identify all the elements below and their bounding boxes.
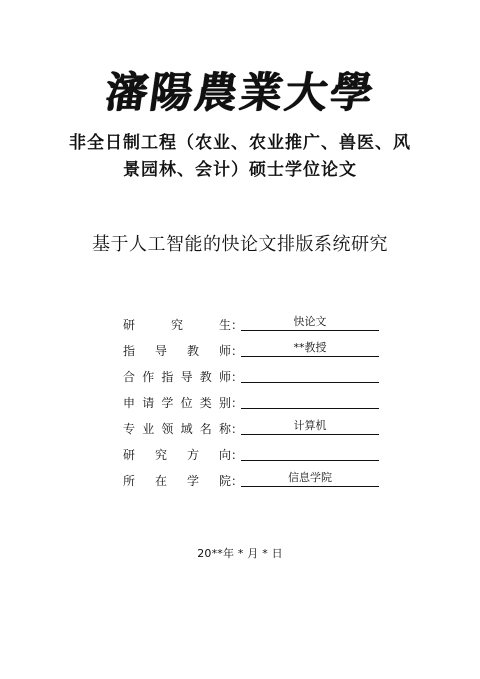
info-label-char: 生 (218, 318, 231, 332)
info-label-char: 名 (199, 422, 212, 436)
info-label-char: 究 (170, 318, 183, 332)
info-label-char: 类 (199, 396, 212, 410)
degree-type-line-1: 非全日制工程（农业、农业推广、兽医、风 (69, 133, 411, 153)
info-label (123, 423, 231, 435)
info-label-char: 在 (154, 474, 167, 488)
student-info-block (123, 314, 379, 496)
info-label-char: 指 (123, 344, 136, 358)
info-row (123, 444, 379, 461)
info-row (123, 366, 379, 383)
info-colon: ： (231, 344, 244, 358)
info-label-char: 别 (218, 396, 231, 410)
university-calligraphy-logo: 瀋陽農業大學 (101, 68, 379, 117)
info-label (123, 397, 231, 409)
info-row (123, 340, 379, 357)
info-label-char: 域 (180, 422, 193, 436)
info-label (123, 319, 231, 331)
info-colon: ： (231, 422, 244, 436)
info-label-char: 称 (218, 422, 231, 436)
info-label-char: 学 (161, 396, 174, 410)
info-label-char: 究 (154, 448, 167, 462)
info-label-char: 合 (123, 370, 136, 384)
info-label-char: 领 (161, 422, 174, 436)
info-value-field (241, 392, 379, 409)
info-value-field: 信息学院 (241, 470, 379, 487)
info-row (123, 314, 379, 331)
info-label (123, 475, 231, 487)
info-colon: ： (231, 318, 244, 332)
info-label-char: 师 (218, 344, 231, 358)
info-colon: ： (231, 370, 244, 384)
info-label-char: 业 (142, 422, 155, 436)
info-label (123, 345, 231, 357)
thesis-title: 基于人工智能的快论文排版系统研究 (92, 234, 388, 255)
info-label-char: 研 (123, 448, 136, 462)
info-value-field (241, 366, 379, 383)
info-value-field (241, 444, 379, 461)
info-label (123, 371, 231, 383)
degree-type-line-2: 景园林、会计）硕士学位论文 (123, 160, 357, 180)
info-label-char: 院 (218, 474, 231, 488)
info-value-field: 快论文 (241, 314, 379, 331)
info-row (123, 470, 379, 487)
info-value-field: **教授 (241, 340, 379, 357)
info-row (123, 418, 379, 435)
info-row (123, 392, 379, 409)
info-label-char: 位 (180, 396, 193, 410)
info-label-char: 师 (218, 370, 231, 384)
info-colon: ： (231, 396, 244, 410)
submission-date: 20**年 * 月 * 日 (197, 547, 283, 560)
info-label-char: 导 (154, 344, 167, 358)
info-value-field: 计算机 (241, 418, 379, 435)
info-label-char: 教 (186, 344, 199, 358)
info-colon: ： (231, 474, 244, 488)
info-label-char: 学 (186, 474, 199, 488)
info-label-char: 向 (218, 448, 231, 462)
info-label-char: 作 (142, 370, 155, 384)
info-label-char: 指 (161, 370, 174, 384)
info-label-char: 导 (180, 370, 193, 384)
info-label-char: 请 (142, 396, 155, 410)
info-label-char: 研 (123, 318, 136, 332)
info-label-char: 专 (123, 422, 136, 436)
info-colon: ： (231, 448, 244, 462)
info-label (123, 449, 231, 461)
info-label-char: 所 (123, 474, 136, 488)
info-label-char: 教 (199, 370, 212, 384)
info-label-char: 方 (186, 448, 199, 462)
info-label-char: 申 (123, 396, 136, 410)
